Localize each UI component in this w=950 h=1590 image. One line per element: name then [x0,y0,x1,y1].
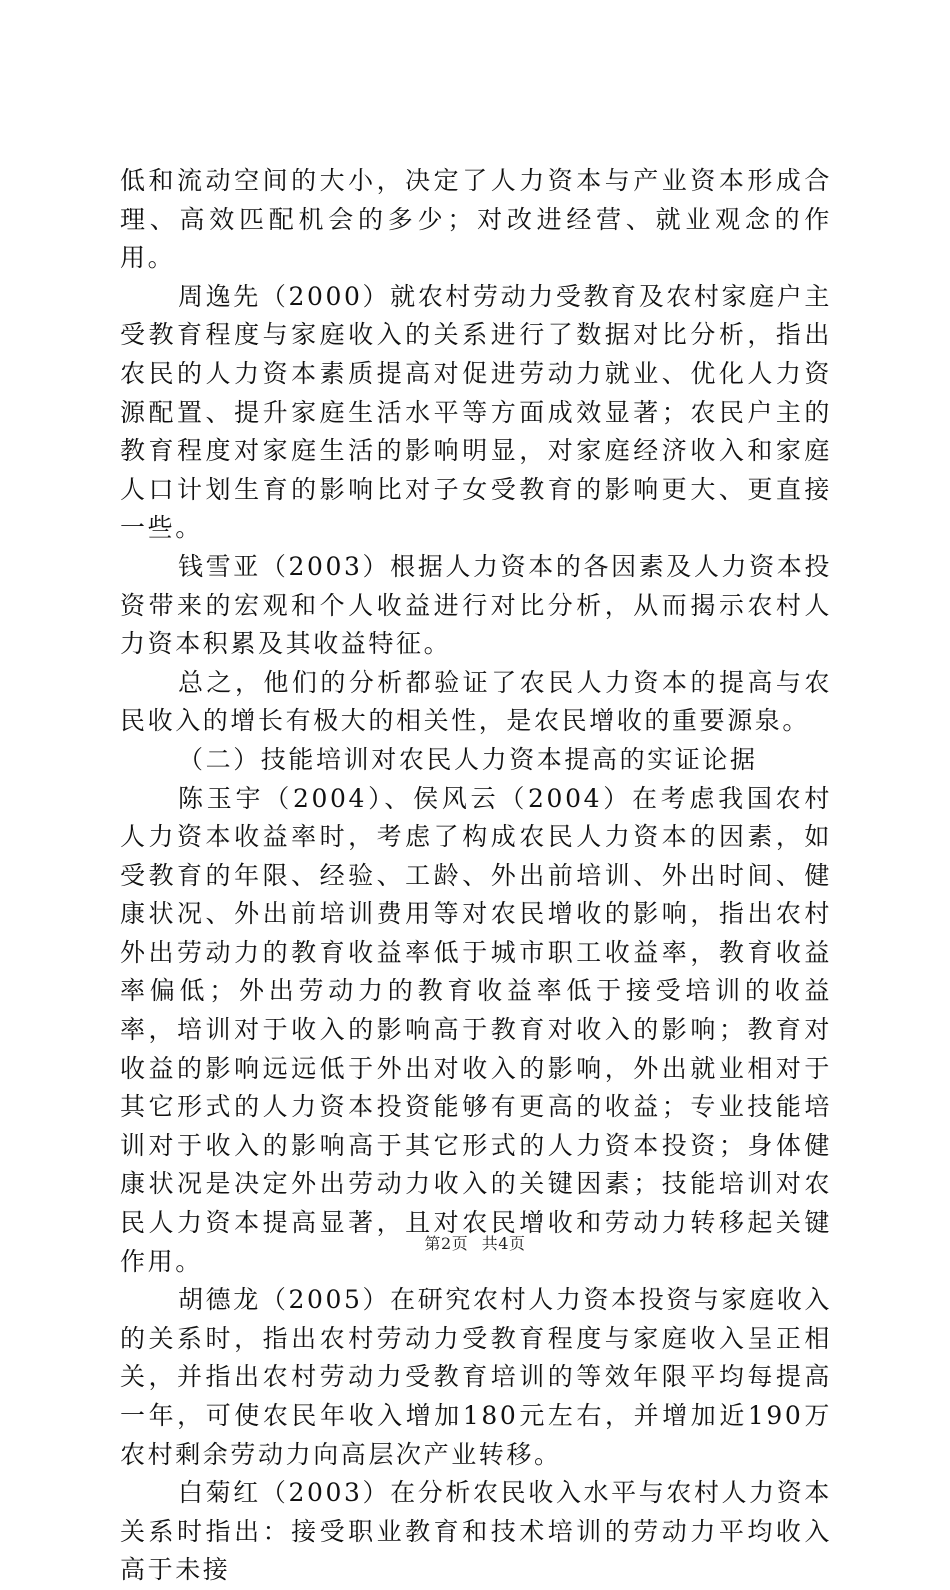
paragraph: 周逸先（2000）就农村劳动力受教育及农村家庭户主受教育程度与家庭收入的关系进行了数据对比分析，指出农民的人力资本素质提高对促进劳动力就业、优化人力资源配置、提升家庭生活水平等方面成效显著；农民户主的教育程度对家庭生活的影响明显，对家庭经济收入和家庭人口计划生育的影响比对子女受教育的影响更大、更直接一些。 [120,281,832,543]
document-body [120,162,832,1590]
paragraph: 白菊红（2003）在分析农民收入水平与农村人力资本关系时指出：接受职业教育和技术培训的劳动力平均收入高于未接 [120,1478,832,1585]
section-heading: （二）技能培训对农民人力资本提高的实证论据 [178,744,758,774]
paragraph: 总之，他们的分析都验证了农民人力资本的提高与农民收入的增长有极大的相关性，是农民增收的重要源泉。 [120,667,832,736]
paragraph: 陈玉宇（2004）、侯风云（2004）在考虑我国农村人力资本收益率时，考虑了构成农民人力资本的因素，如受教育的年限、经验、工龄、外出前培训、外出时间、健康状况、外出前培训费用等对农民增收的影响，指出农村外出劳动力的教育收益率低于城市职工收益率，教育收益率偏低；外出劳动力的教育收益率低于接受培训的收益率，培训对于收入的影响高于教育对收入的影响；教育对收益的影响远远低于外出对收入的影响，外出就业相对于其它形式的人力资本投资能够有更高的收益；专业技能培训对于收入的影响高于其它形式的人力资本投资；身体健康状况是决定外出劳动力收入的关键因素；技能培训对农民人力资本提高显著，且对农民增收和劳动力转移起关键作用。 [120,783,832,1276]
paragraph: 低和流动空间的大小，决定了人力资本与产业资本形成合理、高效匹配机会的多少；对改进经营、就业观念的作用。 [120,166,832,273]
page-number: 第2页 [424,1234,469,1253]
paragraph: 钱雪亚（2003）根据人力资本的各因素及人力资本投资带来的宏观和个人收益进行对比分析，从而揭示农村人力资本积累及其收益特征。 [120,551,832,659]
paragraph: 胡德龙（2005）在研究农村人力资本投资与家庭收入的关系时，指出农村劳动力受教育程度与家庭收入呈正相关，并指出农村劳动力受教育培训的等效年限平均每提高一年，可使农民年收入增加180元左右，并增加近190万农村剩余劳动力向高层次产业转移。 [120,1285,832,1469]
page-footer [0,1234,950,1254]
page-total: 共4页 [481,1234,526,1253]
